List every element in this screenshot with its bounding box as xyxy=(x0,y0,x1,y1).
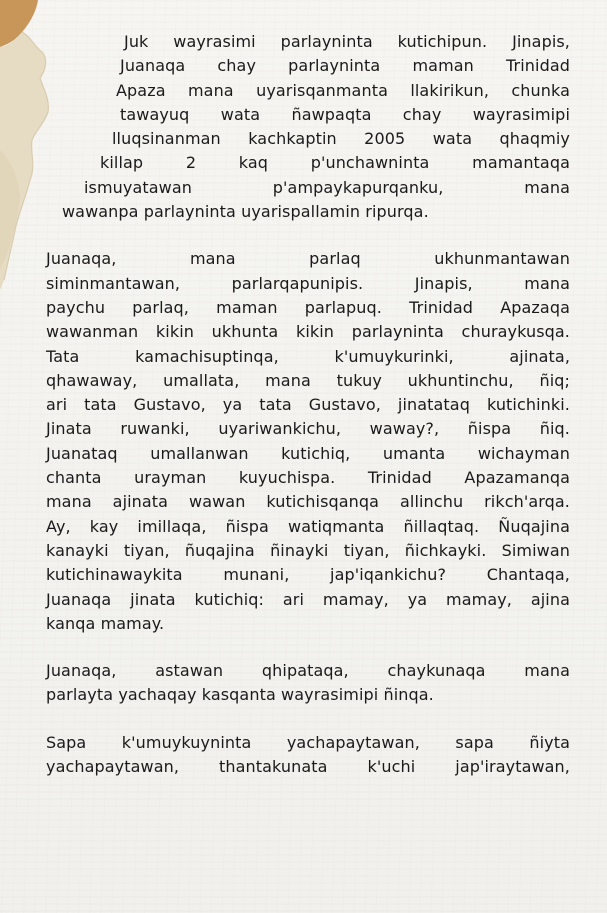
text-line: Juanaqa, mana parlaq ukhunmantawan xyxy=(46,249,570,269)
text-line: Ay, kay imillaqa, ñispa watiqmanta ñillaqtaq. Ñuqajina xyxy=(46,516,570,536)
text-line: Juanaqa chay parlayninta maman Trinidad xyxy=(120,56,570,76)
text-line: tawayuq wata ñawpaqta chay wayrasimipi xyxy=(120,104,570,124)
text-line: parlayta yachaqay kasqanta wayrasimipi ñinqa. xyxy=(46,685,434,705)
text-line: kutichinawaykita munani, jap'iqankichu? Chantaqa, xyxy=(46,565,570,585)
text-line: qhawaway, umallata, mana tukuy ukhuntinchu, ñiq; xyxy=(46,370,570,390)
text-line: Sapa k'umuykuyninta yachapaytawan, sapa ñiyta xyxy=(46,732,570,752)
text-line: Tata kamachisuptinqa, k'umuykurinki, ajinata, xyxy=(46,346,570,366)
document-body xyxy=(46,30,570,802)
paragraph-4 xyxy=(46,731,570,780)
paragraph-2 xyxy=(46,247,570,636)
text-line: ari tata Gustavo, ya tata Gustavo, jinatataq kutichinki. xyxy=(46,395,570,415)
text-line: Apaza mana uyarisqanmanta llakirikun, chunka xyxy=(116,80,570,100)
text-line: mana ajinata wawan kutichisqanqa allinchu rikch'arqa. xyxy=(46,492,570,512)
paragraph-1 xyxy=(46,30,570,224)
text-line: siminmantawan, parlarqapunipis. Jinapis, mana xyxy=(46,273,570,293)
text-line: kanayki tiyan, ñuqajina ñinayki tiyan, ñichkayki. Simiwan xyxy=(46,540,570,560)
text-line: killap 2 kaq p'unchawninta mamantaqa xyxy=(100,153,570,173)
text-line: yachapaytawan, thantakunata k'uchi jap'iraytawan, xyxy=(46,757,570,777)
text-line: Juanaqa, astawan qhipataqa, chaykunaqa mana xyxy=(46,661,570,681)
text-line: kanqa mamay. xyxy=(46,613,165,633)
text-line: paychu parlaq, maman parlapuq. Trinidad Apazaqa xyxy=(46,297,570,317)
text-line: wawanman kikin ukhunta kikin parlayninta churaykusqa. xyxy=(46,322,570,342)
text-line: Juk wayrasimi parlayninta kutichipun. Jinapis, xyxy=(124,32,570,51)
text-line: lluqsinanman kachkaptin 2005 wata qhaqmiy xyxy=(112,129,570,149)
text-line: Juanataq umallanwan kutichiq, umanta wichayman xyxy=(46,443,570,463)
text-line: Juanaqa jinata kutichiq: ari mamay, ya mamay, ajina xyxy=(46,589,570,609)
text-line: wawanpa parlayninta uyarispallamin ripurqa. xyxy=(62,202,429,222)
text-line: Jinata ruwanki, uyariwankichu, waway?, ñispa ñiq. xyxy=(46,419,570,439)
paragraph-3 xyxy=(46,659,570,708)
text-line: ismuyatawan p'ampaykapurqanku, mana xyxy=(84,177,570,197)
text-line: chanta urayman kuyuchispa. Trinidad Apazamanqa xyxy=(46,468,570,488)
